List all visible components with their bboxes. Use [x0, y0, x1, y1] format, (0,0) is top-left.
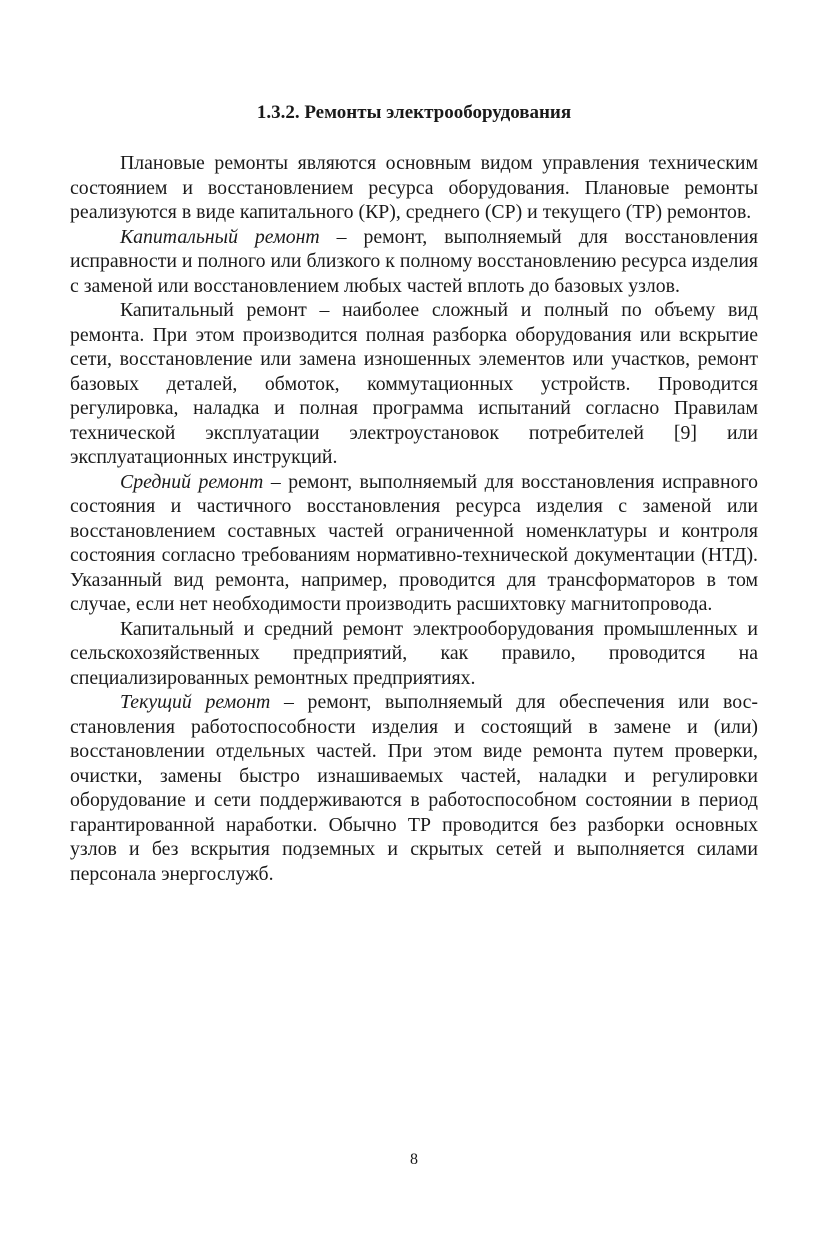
paragraph-capital-repair-details	[70, 298, 758, 470]
paragraph-text: Капитальный ремонт – наиболее сложный и полный по объему вид ремонта. При этом производится полная разборка оборудования или вскрытие сети, восстановление или замена изношенных элементов или участков, ремонт базовых деталей, обмоток, коммутационных устройств. Проводится регулировка, наладка и полная программа испытаний согласно Правилам технической эксплуатации электроустановок потребителей [9] или эксплуатационных инструкций.	[70, 299, 758, 468]
paragraph-medium-repair-definition	[70, 470, 758, 617]
term-capital-repair: Капитальный ремонт	[120, 225, 320, 248]
paragraph-planned-repairs	[70, 151, 758, 225]
paragraph-text: – ремонт, выполняемый для обеспечения или восстановления работоспособности изделия и состоящий в замене и (или) восстановлении отдельных частей. При этом виде ремонта путем проверки, очистки, замены быстро изнашиваемых частей, наладки и регулировки оборудование и сети поддерживаются в работоспособном состоянии в период гарантированной наработки. Обычно ТР проводится без разборки основных узлов и без вскрытия подземных и скрытых сетей и выполняется силами персонала энергослужб.	[70, 691, 758, 885]
paragraph-text: – ремонт, выполняемый для восстановления исправного состояния и частичного восстановления ресурса изделия с заменой или восстановлением составных частей ограниченной номенклатуры и контроля состояния согласно требованиям нормативно-технической документации (НТД). Указанный вид ремонта, например, проводится для трансформаторов в том случае, если нет необходимости производить расшихтовку магнитопровода.	[70, 470, 758, 615]
paragraph-text: Капитальный и средний ремонт электрооборудования промышленных и сельскохозяйственных предприятий, как правило, проводится на специализированных ремонтных предприятиях.	[70, 617, 758, 689]
paragraph-text: – ремонт, выполняемый для восстановления исправности и полного или близкого к полному восстановлению ресурса изделия с заменой или восстановлением любых частей вплоть до базовых узлов.	[70, 225, 758, 297]
section-body	[70, 151, 758, 886]
section-heading: 1.3.2. Ремонты электрооборудования	[256, 102, 572, 123]
paragraph-specialized-enterprises	[70, 617, 758, 691]
paragraph-capital-repair-definition	[70, 225, 758, 299]
paragraph-current-repair-definition	[70, 690, 758, 886]
document-page	[70, 0, 758, 1240]
term-medium-repair: Средний ремонт	[120, 470, 264, 493]
page-number: 8	[410, 1151, 418, 1168]
term-current-repair: Текущий ремонт	[120, 691, 271, 713]
paragraph-text: Плановые ремонты являются основным видом управления техническим состоянием и восстановлением ресурса оборудования. Плановые ремонты реализуются в виде капитального (КР), среднего (СР) и текущего (ТР) ремонтов.	[70, 152, 758, 223]
